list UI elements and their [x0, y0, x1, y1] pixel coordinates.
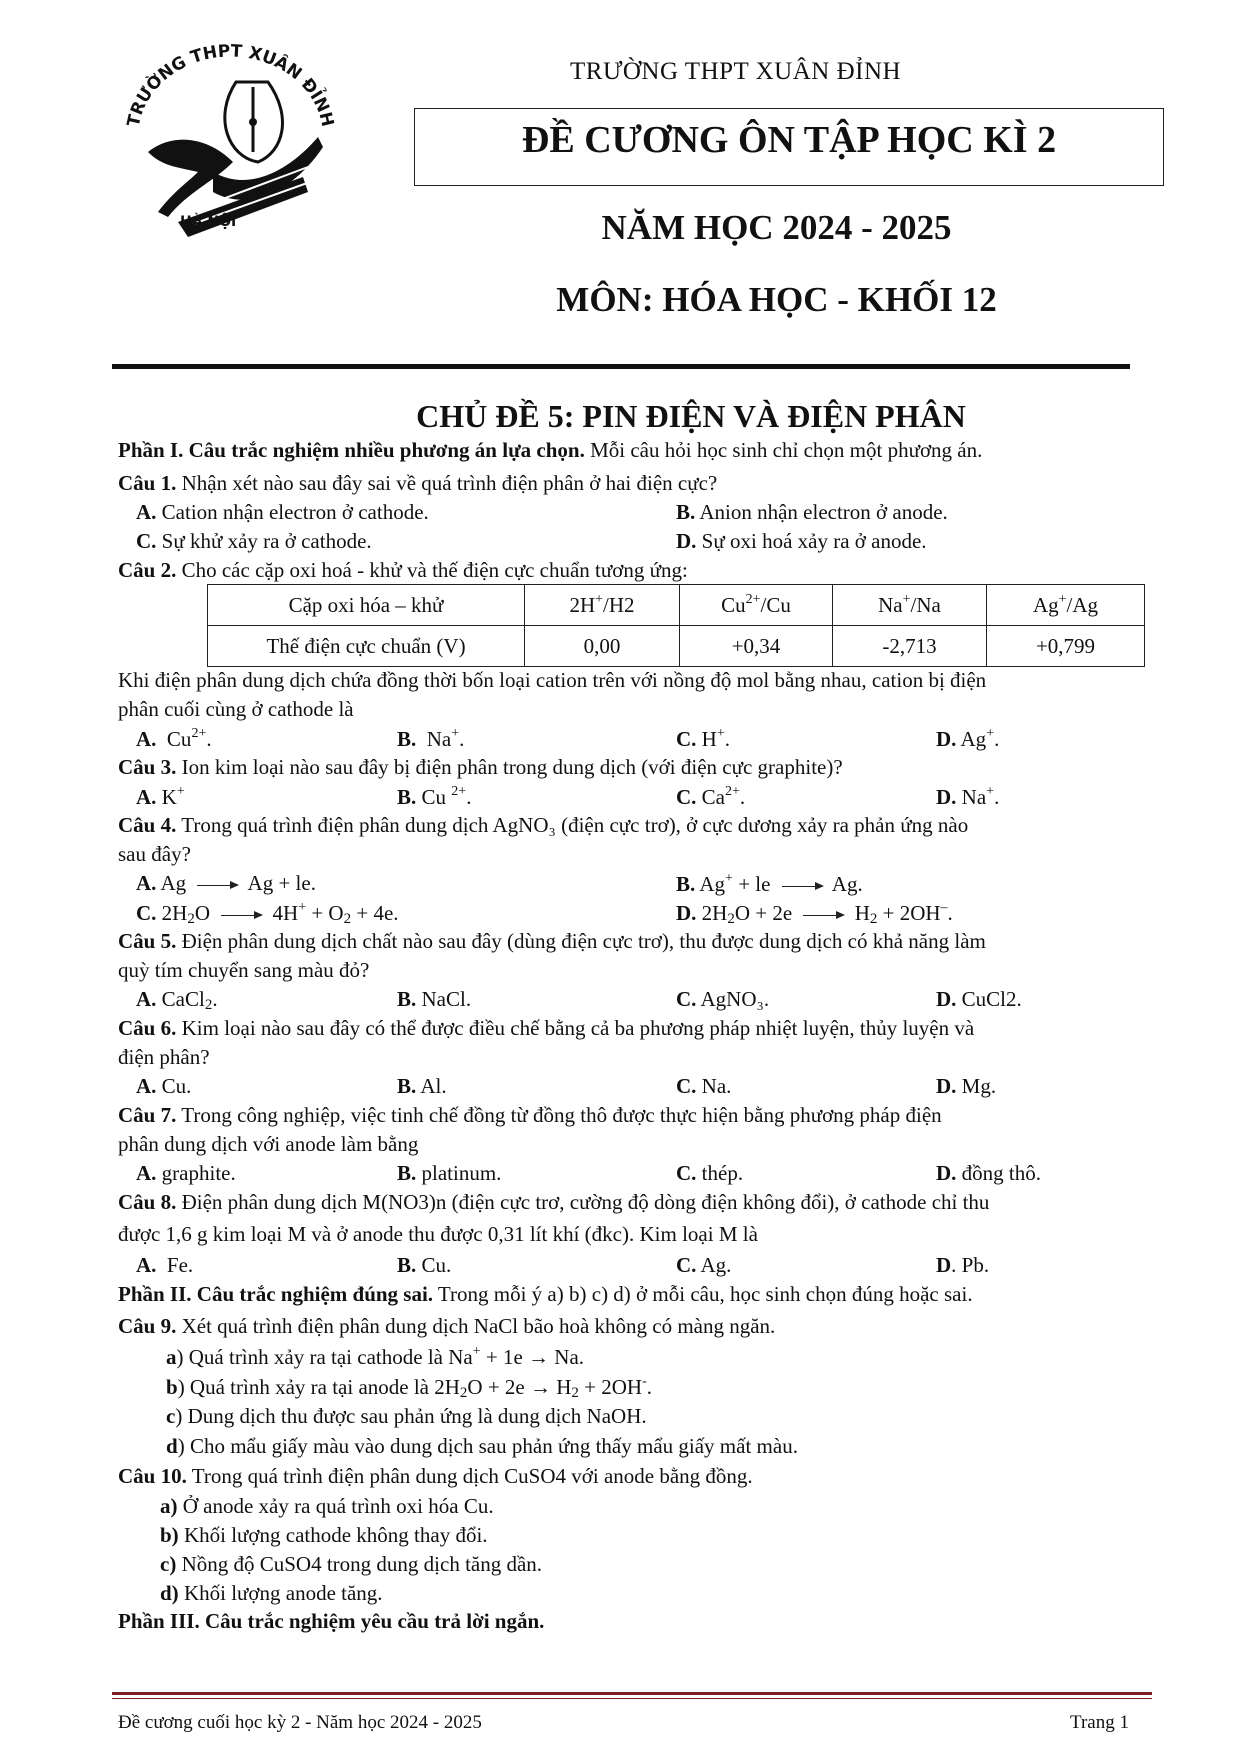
pair-h: 2H+/H2: [525, 585, 680, 626]
q8-text-2: được 1,6 g kim loại M và ở anode thu được 0,31 lít khí (đkc). Kim loại M là: [118, 1222, 758, 1246]
q7-option-d: D. đồng thô.: [936, 1161, 1042, 1185]
q8-option-a: A. Fe.: [136, 1253, 194, 1277]
q4-option-a: A. Ag Ag + le.: [136, 871, 316, 895]
school-logo: [118, 42, 343, 247]
q5-option-b: B. NaCl.: [397, 987, 472, 1011]
q8-option-c: C. Ag.: [676, 1253, 732, 1277]
question-9: Câu 9. Xét quá trình điện phân dung dịch NaCl bão hoà không có màng ngăn.: [118, 1314, 776, 1338]
q4-text-2: sau đây?: [118, 842, 191, 866]
footer-rule: [112, 1692, 1152, 1695]
q3-option-d: D. Na+.: [936, 784, 1000, 809]
part2-heading: Phần II. Câu trắc nghiệm đúng sai. Trong mỗi ý a) b) c) d) ở mỗi câu, học sinh chọn đúng hoặc sai.: [118, 1282, 973, 1306]
q4-option-c: C. $2H_2O$ $4H^+ + O_2 + 4e$.: [136, 900, 399, 927]
part1-heading: Phần I. Câu trắc nghiệm nhiều phương án lựa chọn. Mỗi câu hỏi học sinh chỉ chọn một phương án.: [118, 438, 983, 462]
q5-option-c: C. AgNO₃.: [676, 987, 770, 1011]
subject-line: MÔN: HÓA HỌC - KHỐI 12: [556, 280, 997, 319]
q3-option-b: B. Cu $^{2+}$.: [397, 784, 472, 809]
q2-option-a: A. $Cu^{2+}$.: [136, 726, 212, 751]
q4-option-d: D. $2H_2O + 2e$ $H_2 + 2OH^-$.: [676, 900, 953, 927]
q2-text-2: Khi điện phân dung dịch chứa đồng thời bốn loại cation trên với nồng độ mol bằng nhau, cation bị điện: [118, 668, 987, 692]
q5-option-d: D. CuCl2.: [936, 987, 1022, 1011]
q9-statement-c: c) Dung dịch thu được sau phản ứng là dung dịch NaOH.: [166, 1404, 647, 1428]
q8-option-d: D. Pb.: [936, 1253, 990, 1277]
school-name: TRƯỜNG THPT XUÂN ĐỈNH: [570, 58, 902, 85]
pair-na: Na+/Na: [833, 585, 987, 626]
q9-statement-b: b) Quá trình xảy ra tại anode là $2H_2O + 2e \to H_2 + 2OH^-$.: [166, 1374, 653, 1401]
q6-option-b: B. Al.: [397, 1074, 447, 1098]
potential-table: [207, 584, 1145, 667]
q7-option-b: B. platinum.: [397, 1161, 502, 1185]
q9-statement-a: a) Quá trình xảy ra tại cathode là Na+ + 1e → Na.: [166, 1344, 585, 1369]
question-6: Câu 6. Kim loại nào sau đây có thể được điều chế bằng cả ba phương pháp nhiệt luyện, thủy luyện và: [118, 1016, 975, 1040]
q10-statement-b: b) Khối lượng cathode không thay đổi.: [160, 1523, 488, 1547]
topic-heading: CHỦ ĐỀ 5: PIN ĐIỆN VÀ ĐIỆN PHÂN: [416, 398, 966, 434]
school-year: NĂM HỌC 2024 - 2025: [601, 208, 952, 247]
question-2: Câu 2. Cho các cặp oxi hoá - khử và thế điện cực chuẩn tương ứng:: [118, 558, 688, 582]
q2-option-c: C. H+.: [676, 726, 730, 751]
q9-statement-d: d) Cho mẩu giấy màu vào dung dịch sau phản ứng thấy mẩu giấy mất màu.: [166, 1434, 798, 1458]
q1-option-b: B. Anion nhận electron ở anode.: [676, 500, 948, 524]
q6-option-c: C. Na.: [676, 1074, 732, 1098]
q1-option-c: C. Sự khử xảy ra ở cathode.: [136, 529, 372, 553]
table-head-pair: Cặp oxi hóa – khử: [208, 585, 525, 626]
q7-option-c: C. thép.: [676, 1161, 744, 1185]
potential-h: 0,00: [525, 626, 680, 667]
q7-text-2: phân dung dịch với anode làm bằng: [118, 1132, 419, 1156]
q10-statement-d: d) Khối lượng anode tăng.: [160, 1581, 383, 1605]
question-3: Câu 3. Ion kim loại nào sau đây bị điện phân trong dung dịch (với điện cực graphite)?: [118, 755, 843, 779]
question-7: Câu 7. Trong công nghiệp, việc tinh chế đồng từ đồng thô được thực hiện bằng phương pháp điện: [118, 1103, 942, 1127]
q3-option-c: C. $Ca^{2+}$.: [676, 784, 746, 809]
q5-text-2: quỳ tím chuyển sang màu đỏ?: [118, 958, 370, 982]
q8-option-b: B. Cu.: [397, 1253, 452, 1277]
document-title: ĐỀ CƯƠNG ÔN TẬP HỌC KÌ 2: [521, 119, 1057, 161]
question-1: Câu 1. Nhận xét nào sau đây sai về quá trình điện phân ở hai điện cực?: [118, 471, 718, 495]
q6-text-2: điện phân?: [118, 1045, 210, 1069]
q1-option-a: A. Cation nhận electron ở cathode.: [136, 500, 429, 524]
question-4: Câu 4. Trong quá trình điện phân dung dịch AgNO₃ (điện cực trơ), ở cực dương xảy ra phản ứng nào: [118, 813, 969, 837]
potential-na: -2,713: [833, 626, 987, 667]
header-divider: [112, 364, 1130, 369]
q7-option-a: A. graphite.: [136, 1161, 236, 1185]
footer-rule-thin: [112, 1698, 1152, 1699]
pair-ag: Ag+/Ag: [987, 585, 1145, 626]
q2-option-d: D. Ag+.: [936, 726, 1000, 751]
q6-option-a: A. Cu.: [136, 1074, 192, 1098]
potential-ag: +0,799: [987, 626, 1145, 667]
q3-option-a: A. K+: [136, 784, 185, 809]
table-head-potential: Thế điện cực chuẩn (V): [208, 626, 525, 667]
q10-statement-c: c) Nồng độ CuSO4 trong dung dịch tăng dần.: [160, 1552, 543, 1576]
q6-option-d: D. Mg.: [936, 1074, 997, 1098]
question-5: Câu 5. Điện phân dung dịch chất nào sau đây (dùng điện cực trơ), thu được dung dịch có khả năng làm: [118, 929, 986, 953]
q2-option-b: B. Na+.: [397, 726, 465, 751]
part3-heading: Phần III. Câu trắc nghiệm yêu cầu trả lời ngắn.: [118, 1609, 545, 1633]
q1-option-d: D. Sự oxi hoá xảy ra ở anode.: [676, 529, 927, 553]
pair-cu: $Cu^{2+}/Cu$: [680, 585, 833, 626]
q5-option-a: A. CaCl$_2$.: [136, 987, 218, 1013]
page-number: Trang 1: [1070, 1712, 1129, 1733]
question-8: Câu 8. Điện phân dung dịch M(NO3)n (điện cực trơ, cường độ dòng điện không đổi), ở cathode chỉ thu: [118, 1190, 990, 1214]
q10-statement-a: a) Ở anode xảy ra quá trình oxi hóa Cu.: [160, 1494, 494, 1518]
svg-text:TRƯỜNG THPT XUÂN ĐỈNH: TRƯỜNG THPT XUÂN ĐỈNH: [123, 42, 338, 129]
footer-text: Đề cương cuối học kỳ 2 - Năm học 2024 - 2025: [118, 1712, 482, 1733]
q4-option-b: B. Ag+ + le Ag.: [676, 871, 863, 896]
question-10: Câu 10. Trong quá trình điện phân dung dịch CuSO4 với anode bằng đồng.: [118, 1464, 753, 1488]
logo-city-text: HÀ NỘI: [180, 214, 237, 230]
q2-text-3: phân cuối cùng ở cathode là: [118, 697, 354, 721]
potential-cu: +0,34: [680, 626, 833, 667]
